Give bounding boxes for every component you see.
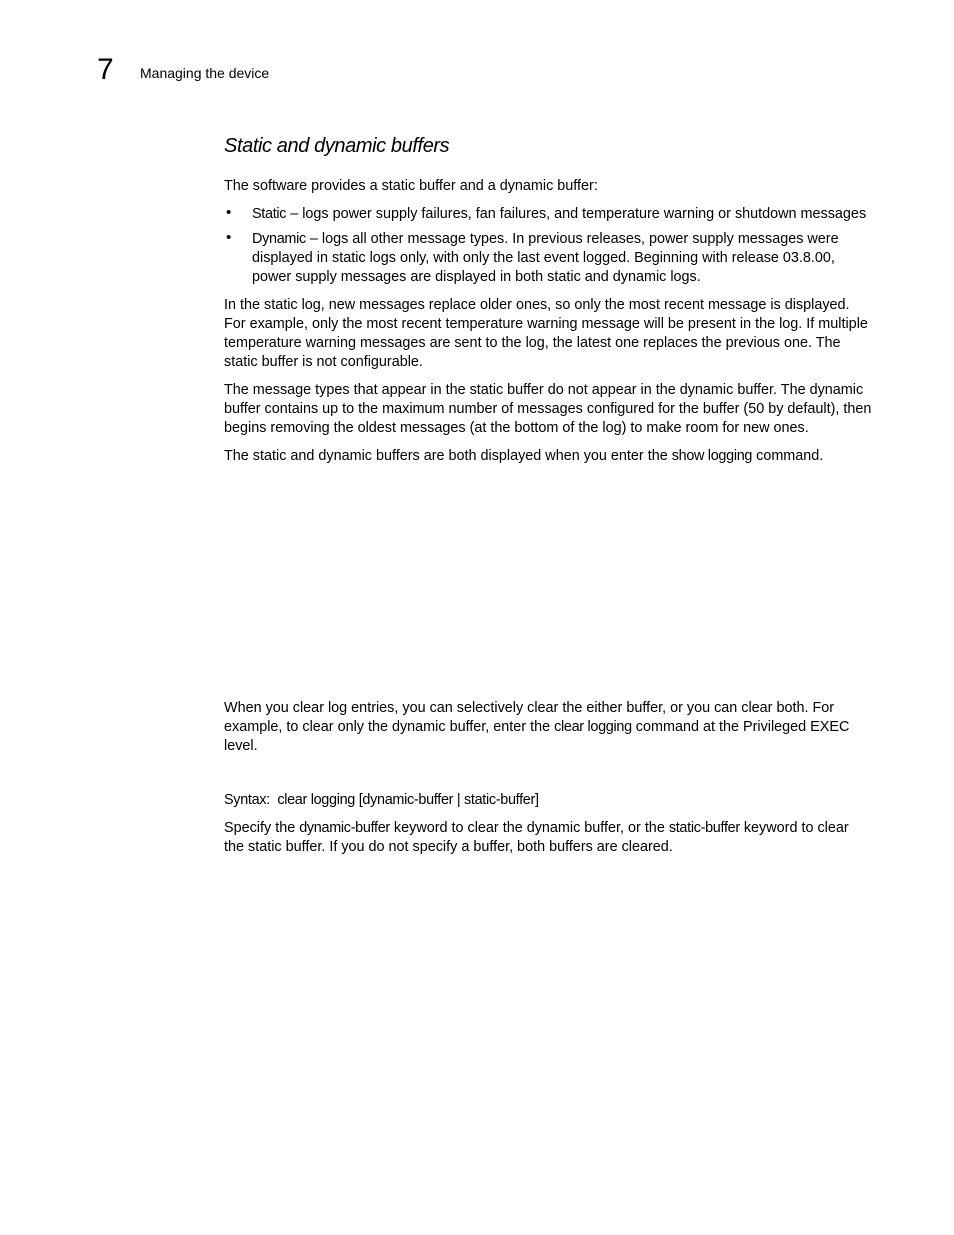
clear-logging-command: clear logging — [554, 719, 632, 735]
dynamic-term: Dynamic — [252, 231, 306, 247]
list-item — [224, 230, 872, 287]
paragraph-text: keyword to clear the static buffer. If you do not specify a buffer, both buffers are cleared. — [224, 820, 849, 855]
intro-paragraph: The software provides a static buffer and a dynamic buffer: — [224, 178, 598, 194]
paragraph-text: command. — [752, 448, 824, 464]
syntax-option-static: static-buffer — [463, 792, 536, 808]
bullet-icon: • — [226, 204, 232, 221]
paragraph-text: keyword to clear the dynamic buffer, or the — [389, 820, 669, 836]
section-title: Static and dynamic buffers — [224, 135, 450, 157]
chapter-title: Managing the device — [140, 65, 270, 81]
dynamic-description: – logs all other message types. In previous releases, power supply messages were displayed in static logs only, with only the last event logged. Beginning with release 03.8.00, power supply messages are displayed in both static and dynamic logs. — [252, 231, 839, 285]
paragraph-text: Specify the — [224, 820, 300, 836]
buffer-type-list — [224, 205, 872, 287]
syntax-option-dynamic: dynamic-buffer — [362, 792, 454, 808]
syntax-command: clear logging — [277, 792, 356, 808]
static-buffer-keyword: static-buffer — [668, 820, 740, 836]
syntax-bracket: ] — [535, 792, 539, 808]
blank-area — [224, 765, 872, 791]
show-logging-command: show logging — [671, 448, 753, 464]
list-item — [224, 205, 872, 224]
blank-area — [224, 475, 872, 699]
static-term: Static — [252, 206, 287, 222]
show-logging-paragraph — [224, 447, 872, 466]
static-description: – logs power supply failures, fan failures, and temperature warning or shutdown messages — [286, 206, 867, 222]
specify-buffer-paragraph — [224, 819, 872, 857]
syntax-bracket: [ — [355, 792, 363, 808]
dynamic-buffer-keyword: dynamic-buffer — [299, 820, 390, 836]
clear-log-paragraph — [224, 699, 872, 756]
dynamic-buffer-paragraph: The message types that appear in the static buffer do not appear in the dynamic buffer. The dynamic buffer contains up to the maximum number of messages configured for the buffer (50 by default), then begins removing the oldest messages (at the bottom of the log) to make room for new ones. — [224, 382, 872, 436]
paragraph-text: When you clear log entries, you can selectively clear the either buffer, or you can clear both. For example, to clear only the dynamic buffer, enter the — [224, 700, 835, 735]
page-content — [224, 132, 872, 866]
paragraph-text: The static and dynamic buffers are both displayed when you enter the — [224, 448, 672, 464]
syntax-label: Syntax: — [224, 792, 270, 808]
syntax-separator: | — [453, 792, 464, 808]
syntax-line — [224, 791, 872, 810]
static-log-paragraph: In the static log, new messages replace older ones, so only the most recent message is displayed. For example, only the most recent temperature warning message will be present in the log. If multiple temperature warning messages are sent to the log, the latest one replaces the previous one. The static buffer is not configurable. — [224, 297, 868, 370]
chapter-number: 7 — [97, 53, 114, 86]
bullet-icon: • — [226, 229, 232, 246]
paragraph-text: command at the Privileged EXEC level. — [224, 719, 850, 754]
